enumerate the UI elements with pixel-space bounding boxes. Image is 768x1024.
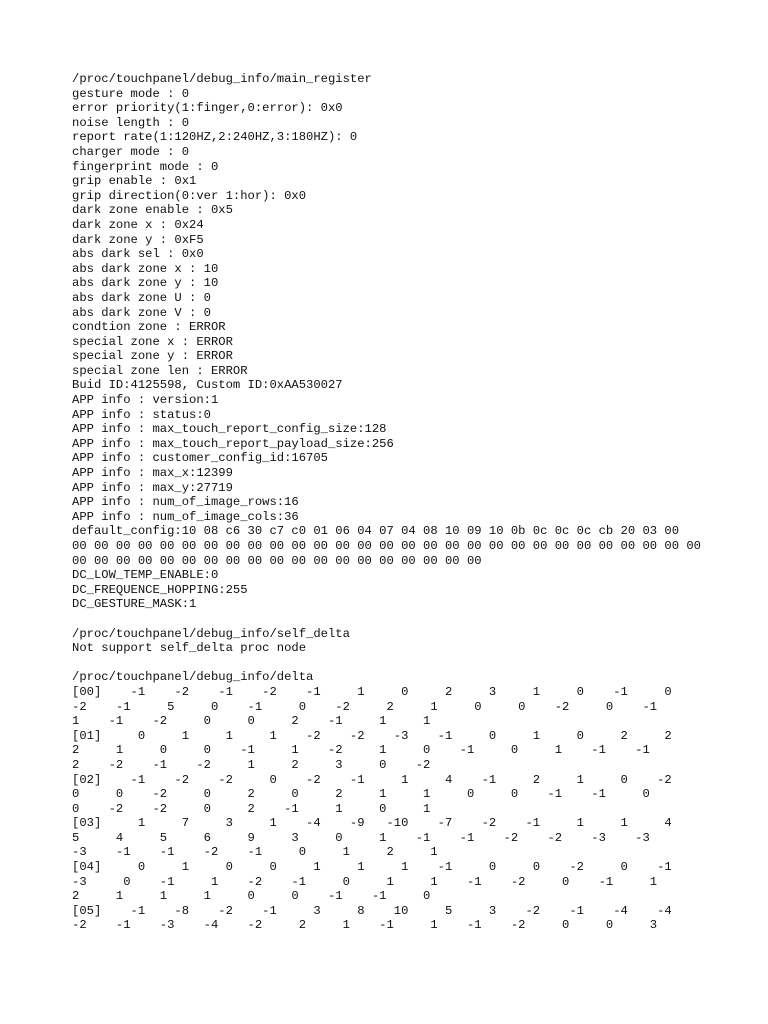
delta-row-line: 5 4 5 6 9 3 0 1 -1 -1 -2 -2 -3 -3 xyxy=(72,830,650,845)
delta-row-line: -3 0 -1 1 -2 -1 0 1 1 -1 -2 0 -1 1 xyxy=(72,874,658,889)
register-line: APP info : status:0 xyxy=(72,407,211,422)
register-line: abs dark zone x : 10 xyxy=(72,261,219,276)
register-line: special zone x : ERROR xyxy=(72,334,233,349)
register-line: error priority(1:finger,0:error): 0x0 xyxy=(72,101,343,116)
delta-row-line: 2 -2 -1 -2 1 2 3 0 -2 xyxy=(72,757,431,772)
main-register-path: /proc/touchpanel/debug_info/main_register xyxy=(72,72,372,86)
register-line: APP info : max_touch_report_payload_size:256 xyxy=(72,436,394,451)
section-spacer xyxy=(72,656,712,671)
register-line: APP info : max_x:12399 xyxy=(72,466,233,481)
register-line: default_config:10 08 c6 30 c7 c0 01 06 04 07 04 08 10 09 10 0b 0c 0c 0c cb 20 03 00 xyxy=(72,524,680,539)
register-line: condtion zone : ERROR xyxy=(72,320,226,335)
register-line: APP info : max_y:27719 xyxy=(72,480,233,495)
main-register-section xyxy=(72,72,712,612)
delta-row-line: -2 -1 5 0 -1 0 -2 2 1 0 0 -2 0 -1 xyxy=(72,699,658,714)
delta-row-line: [03] 1 7 3 1 -4 -9 -10 -7 -2 -1 1 1 4 xyxy=(72,816,672,831)
delta-section xyxy=(72,670,712,933)
section-spacer xyxy=(72,612,712,627)
register-line: charger mode : 0 xyxy=(72,144,190,159)
delta-row-line: 1 -1 -2 0 0 2 -1 1 1 xyxy=(72,714,431,729)
register-line: grip enable : 0x1 xyxy=(72,174,197,189)
delta-row-line: 0 -2 -2 0 2 -1 1 0 1 xyxy=(72,801,431,816)
register-line: DC_FREQUENCE_HOPPING:255 xyxy=(72,582,248,597)
register-line: special zone len : ERROR xyxy=(72,363,248,378)
register-line: abs dark zone y : 10 xyxy=(72,276,219,291)
register-line: abs dark zone U : 0 xyxy=(72,290,211,305)
self-delta-line: Not support self_delta proc node xyxy=(72,641,307,656)
register-line: DC_LOW_TEMP_ENABLE:0 xyxy=(72,568,219,583)
register-line: APP info : num_of_image_rows:16 xyxy=(72,495,299,510)
register-line: APP info : customer_config_id:16705 xyxy=(72,451,328,466)
delta-row-line: -3 -1 -1 -2 -1 0 1 2 1 xyxy=(72,845,438,860)
register-line: 00 00 00 00 00 00 00 00 00 00 00 00 00 00 00 00 00 00 00 00 00 00 00 00 00 00 00 00 00 xyxy=(72,539,701,553)
register-line: grip direction(0:ver 1:hor): 0x0 xyxy=(72,188,307,203)
delta-row-line: 0 0 -2 0 2 0 2 1 1 0 0 -1 -1 0 xyxy=(72,787,650,802)
register-line: noise length : 0 xyxy=(72,115,190,130)
register-line: dark zone enable : 0x5 xyxy=(72,203,233,218)
register-line: abs dark sel : 0x0 xyxy=(72,247,204,262)
register-line: APP info : num_of_image_cols:36 xyxy=(72,509,299,524)
delta-path: /proc/touchpanel/debug_info/delta xyxy=(72,670,314,685)
register-line: report rate(1:120HZ,2:240HZ,3:180HZ): 0 xyxy=(72,130,358,145)
delta-row-line: [00] -1 -2 -1 -2 -1 1 0 2 3 1 0 -1 0 xyxy=(72,684,672,699)
delta-row-line: [01] 0 1 1 1 -2 -2 -3 -1 0 1 0 2 2 xyxy=(72,728,672,743)
delta-row-line: 2 1 0 0 -1 1 -2 1 0 -1 0 1 -1 -1 xyxy=(72,743,650,758)
register-line: abs dark zone V : 0 xyxy=(72,305,211,320)
register-line: special zone y : ERROR xyxy=(72,349,233,364)
register-line: fingerprint mode : 0 xyxy=(72,159,219,174)
delta-row-line: -2 -1 -3 -4 -2 2 1 -1 1 -1 -2 0 0 3 xyxy=(72,918,658,933)
register-line: dark zone x : 0x24 xyxy=(72,217,204,232)
register-line: Buid ID:4125598, Custom ID:0xAA530027 xyxy=(72,378,343,393)
register-line: APP info : version:1 xyxy=(72,393,219,408)
register-line: APP info : max_touch_report_config_size:128 xyxy=(72,422,387,437)
register-line: DC_GESTURE_MASK:1 xyxy=(72,597,197,612)
delta-row-line: [04] 0 1 0 0 1 1 1 -1 0 0 -2 0 -1 xyxy=(72,860,672,875)
register-line: 00 00 00 00 00 00 00 00 00 00 00 00 00 00 00 00 00 00 00 xyxy=(72,553,482,568)
debug-log-document xyxy=(72,72,712,933)
delta-row-line: [02] -1 -2 -2 0 -2 -1 1 4 -1 2 1 0 -2 xyxy=(72,772,672,787)
self-delta-section xyxy=(72,627,712,656)
register-line: gesture mode : 0 xyxy=(72,86,190,101)
delta-row-line: [05] -1 -8 -2 -1 3 8 10 5 3 -2 -1 -4 -4 xyxy=(72,903,672,918)
register-line: dark zone y : 0xF5 xyxy=(72,232,204,247)
delta-row-line: 2 1 1 1 0 0 -1 -1 0 xyxy=(72,889,431,904)
self-delta-path: /proc/touchpanel/debug_info/self_delta xyxy=(72,626,350,641)
